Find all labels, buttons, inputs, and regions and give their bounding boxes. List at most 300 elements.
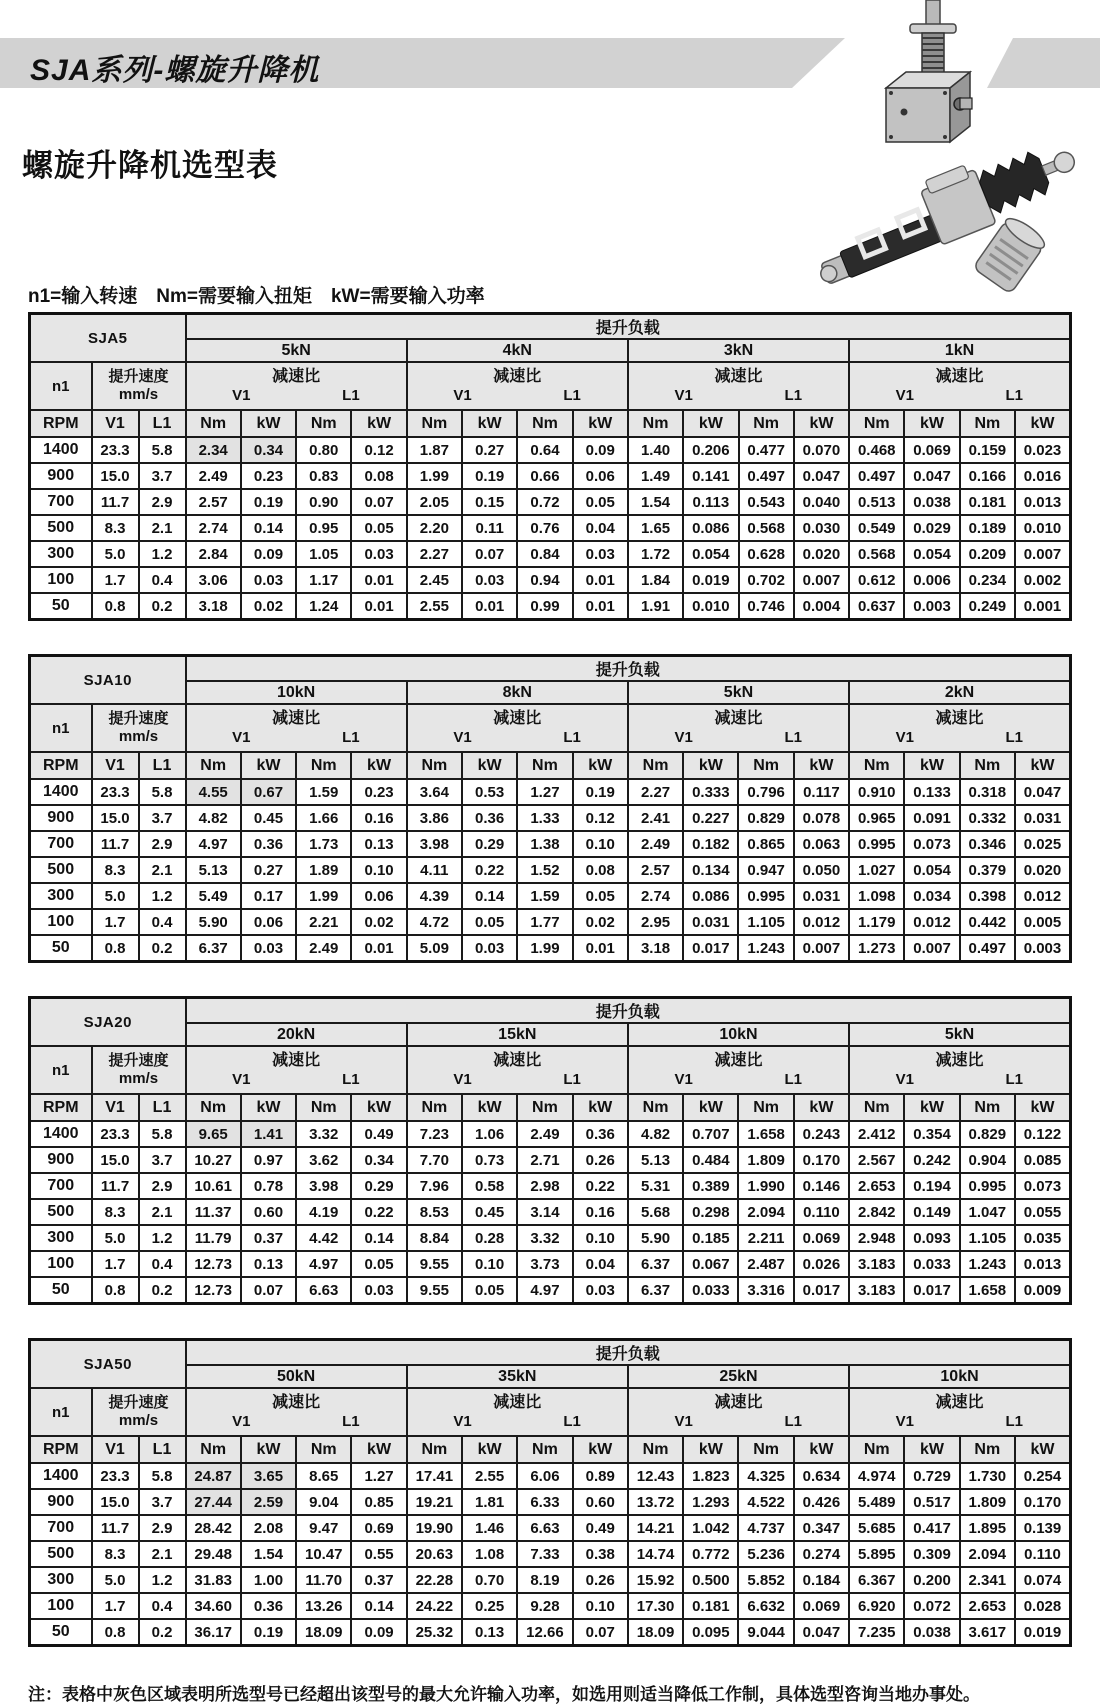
- lift-speed-label: 提升速度 mm/s: [92, 704, 186, 752]
- value-cell: 1.658: [960, 1277, 1015, 1304]
- value-cell: 0.04: [573, 515, 628, 541]
- nm-label: Nm: [186, 1094, 241, 1121]
- value-cell: 1.042: [683, 1515, 738, 1541]
- value-cell: 0.333: [683, 779, 738, 805]
- value-cell: 0.517: [904, 1489, 959, 1515]
- value-cell: 13.26: [296, 1593, 351, 1619]
- value-cell: 0.031: [794, 883, 849, 909]
- value-cell: 0.634: [794, 1463, 849, 1489]
- value-cell: 0.729: [904, 1463, 959, 1489]
- value-cell: 4.737: [738, 1515, 793, 1541]
- value-cell: 1.66: [296, 805, 351, 831]
- value-cell: 6.63: [517, 1515, 572, 1541]
- value-cell: 0.995: [849, 831, 904, 857]
- ratio-label: 减速比 V1 L1: [186, 704, 407, 752]
- value-cell: 0.200: [904, 1567, 959, 1593]
- value-cell: 0.038: [904, 489, 959, 515]
- value-cell: 0.08: [573, 857, 628, 883]
- v1-speed: 1.7: [92, 1251, 139, 1277]
- value-cell: 0.004: [794, 593, 849, 620]
- value-cell: 0.033: [904, 1251, 959, 1277]
- value-cell: 0.14: [241, 515, 296, 541]
- n1-label: n1: [30, 362, 92, 410]
- value-cell: 29.48: [186, 1541, 241, 1567]
- value-cell: 0.13: [351, 831, 406, 857]
- value-cell: 2.653: [960, 1593, 1015, 1619]
- value-cell: 5.31: [628, 1173, 683, 1199]
- nm-label: Nm: [296, 752, 351, 779]
- value-cell: 3.32: [296, 1121, 351, 1147]
- value-cell: 1.05: [296, 541, 351, 567]
- value-cell: 0.054: [904, 857, 959, 883]
- value-cell: 0.628: [739, 541, 794, 567]
- value-cell: 0.047: [794, 1619, 849, 1646]
- value-cell: 18.09: [296, 1619, 351, 1646]
- value-cell: 8.19: [517, 1567, 572, 1593]
- value-cell: 0.45: [241, 805, 296, 831]
- value-cell: 0.166: [960, 463, 1015, 489]
- value-cell: 2.08: [241, 1515, 296, 1541]
- load-header: 提升负载: [186, 656, 1071, 682]
- value-cell: 0.477: [739, 437, 794, 463]
- value-cell: 0.181: [960, 489, 1015, 515]
- nm-label: Nm: [849, 752, 904, 779]
- kw-label: kW: [1015, 752, 1071, 779]
- value-cell: 0.746: [739, 593, 794, 620]
- value-cell: 0.069: [794, 1593, 849, 1619]
- value-cell: 0.497: [960, 935, 1015, 962]
- kw-label: kW: [1015, 1094, 1071, 1121]
- units-legend: n1=输入转速 Nm=需要输入扭矩 kW=需要输入功率: [28, 286, 485, 307]
- value-cell: 0.038: [904, 1619, 959, 1646]
- l1-label: L1: [563, 387, 581, 404]
- value-cell: 1.098: [849, 883, 904, 909]
- l1-speed: 3.7: [139, 463, 186, 489]
- value-cell: 1.65: [628, 515, 683, 541]
- load-rating: 5kN: [186, 339, 407, 362]
- table-row: [30, 489, 1071, 515]
- value-cell: 4.97: [186, 831, 241, 857]
- nm-label: Nm: [186, 1436, 241, 1463]
- l1-speed: 2.9: [139, 1515, 186, 1541]
- l1-label: L1: [563, 729, 581, 746]
- value-cell: 0.007: [904, 935, 959, 962]
- value-cell: 0.27: [462, 437, 517, 463]
- value-cell: 0.073: [1015, 1173, 1071, 1199]
- value-cell: 6.37: [628, 1251, 683, 1277]
- value-cell: 9.47: [296, 1515, 351, 1541]
- value-cell: 11.70: [296, 1567, 351, 1593]
- value-cell: 1.24: [296, 593, 351, 620]
- v1-speed: 15.0: [92, 1489, 139, 1515]
- l1-speed: 2.1: [139, 857, 186, 883]
- v1-speed: 0.8: [92, 1277, 139, 1304]
- table-row: [30, 909, 1071, 935]
- value-cell: 0.274: [794, 1541, 849, 1567]
- value-cell: 4.82: [186, 805, 241, 831]
- value-cell: 0.09: [573, 437, 628, 463]
- l1-speed: 2.1: [139, 1199, 186, 1225]
- value-cell: 0.09: [351, 1619, 406, 1646]
- v1-speed: 11.7: [92, 831, 139, 857]
- value-cell: 9.55: [407, 1251, 462, 1277]
- selection-tables: [0, 312, 1100, 1705]
- kw-label: kW: [573, 1094, 628, 1121]
- value-cell: 2.57: [628, 857, 683, 883]
- nm-label: Nm: [186, 752, 241, 779]
- value-cell: 1.81: [462, 1489, 517, 1515]
- value-cell: 12.43: [628, 1463, 683, 1489]
- l1-speed: 0.4: [139, 1593, 186, 1619]
- value-cell: 2.21: [296, 909, 351, 935]
- value-cell: 0.829: [960, 1121, 1015, 1147]
- value-cell: 0.182: [683, 831, 738, 857]
- value-cell: 0.97: [241, 1147, 296, 1173]
- value-cell: 6.06: [517, 1463, 572, 1489]
- v1-label: V1: [895, 729, 914, 746]
- rpm-value: 100: [30, 1593, 92, 1619]
- table-row: [30, 779, 1071, 805]
- value-cell: 1.52: [517, 857, 572, 883]
- rpm-value: 300: [30, 1225, 92, 1251]
- value-cell: 4.82: [628, 1121, 683, 1147]
- value-cell: 0.13: [462, 1619, 517, 1646]
- value-cell: 0.159: [960, 437, 1015, 463]
- value-cell: 0.34: [241, 437, 296, 463]
- value-cell: 15.92: [628, 1567, 683, 1593]
- value-cell: 1.38: [517, 831, 572, 857]
- value-cell: 3.06: [186, 567, 241, 593]
- value-cell: 11.37: [186, 1199, 241, 1225]
- value-cell: 2.948: [849, 1225, 904, 1251]
- value-cell: 0.11: [462, 515, 517, 541]
- value-cell: 0.03: [241, 567, 296, 593]
- load-rating: 4kN: [407, 339, 628, 362]
- value-cell: 0.04: [573, 1251, 628, 1277]
- value-cell: 0.53: [462, 779, 517, 805]
- value-cell: 0.80: [296, 437, 351, 463]
- value-cell: 0.76: [517, 515, 572, 541]
- ratio-label: 减速比 V1 L1: [628, 1046, 849, 1094]
- value-cell: 2.20: [407, 515, 462, 541]
- table-row: [30, 1619, 1071, 1646]
- value-cell: 10.61: [186, 1173, 241, 1199]
- l1-speed: 0.4: [139, 567, 186, 593]
- v1-speed: 8.3: [92, 1199, 139, 1225]
- value-cell: 0.90: [296, 489, 351, 515]
- model-name: SJA5: [30, 314, 186, 363]
- selection-table-SJA20: [28, 996, 1072, 1305]
- ratio-label: 减速比 V1 L1: [849, 1046, 1070, 1094]
- value-cell: 0.468: [849, 437, 904, 463]
- value-cell: 0.06: [351, 883, 406, 909]
- value-cell: 0.426: [794, 1489, 849, 1515]
- value-cell: 0.07: [462, 541, 517, 567]
- value-cell: 0.03: [241, 935, 296, 962]
- l1-speed: 0.4: [139, 1251, 186, 1277]
- rpm-value: 900: [30, 805, 92, 831]
- value-cell: 0.047: [794, 463, 849, 489]
- value-cell: 4.974: [849, 1463, 904, 1489]
- ratio-label: 减速比 V1 L1: [849, 1388, 1070, 1436]
- rpm-value: 300: [30, 1567, 92, 1593]
- table-row: [30, 935, 1071, 962]
- value-cell: 1.105: [738, 909, 793, 935]
- table-row: [30, 463, 1071, 489]
- value-cell: 7.23: [407, 1121, 462, 1147]
- value-cell: 1.87: [407, 437, 462, 463]
- value-cell: 0.007: [1015, 541, 1071, 567]
- value-cell: 0.184: [794, 1567, 849, 1593]
- value-cell: 0.94: [517, 567, 572, 593]
- value-cell: 1.17: [296, 567, 351, 593]
- value-cell: 2.211: [738, 1225, 793, 1251]
- nm-label: Nm: [960, 1094, 1015, 1121]
- l1-speed: 0.4: [139, 909, 186, 935]
- nm-label: Nm: [960, 1436, 1015, 1463]
- value-cell: 0.36: [241, 831, 296, 857]
- rpm-value: 700: [30, 489, 92, 515]
- v1-speed: 15.0: [92, 1147, 139, 1173]
- rpm-value: 100: [30, 567, 92, 593]
- ratio-label: 减速比 V1 L1: [407, 1388, 628, 1436]
- load-rating: 5kN: [628, 681, 849, 704]
- lift-speed-label: 提升速度 mm/s: [92, 362, 186, 410]
- value-cell: 0.031: [1015, 805, 1071, 831]
- table-row: [30, 567, 1071, 593]
- value-cell: 1.77: [517, 909, 572, 935]
- ratio-label: 减速比 V1 L1: [849, 362, 1070, 410]
- value-cell: 1.027: [849, 857, 904, 883]
- table-row: [30, 515, 1071, 541]
- value-cell: 0.03: [573, 541, 628, 567]
- value-cell: 0.170: [1015, 1489, 1071, 1515]
- value-cell: 0.23: [241, 463, 296, 489]
- v1-speed: 8.3: [92, 1541, 139, 1567]
- nm-label: Nm: [296, 1094, 351, 1121]
- nm-label: Nm: [849, 1094, 904, 1121]
- value-cell: 0.05: [573, 883, 628, 909]
- value-cell: 0.031: [683, 909, 738, 935]
- ratio-label: 减速比 V1 L1: [628, 1388, 849, 1436]
- value-cell: 4.325: [738, 1463, 793, 1489]
- value-cell: 4.72: [407, 909, 462, 935]
- value-cell: 19.21: [407, 1489, 462, 1515]
- value-cell: 3.73: [517, 1251, 572, 1277]
- value-cell: 0.22: [573, 1173, 628, 1199]
- value-cell: 0.10: [462, 1251, 517, 1277]
- value-cell: 0.005: [1015, 909, 1071, 935]
- value-cell: 0.025: [1015, 831, 1071, 857]
- value-cell: 1.40: [628, 437, 683, 463]
- value-cell: 1.293: [683, 1489, 738, 1515]
- value-cell: 0.37: [351, 1567, 406, 1593]
- l1-speed: 5.8: [139, 437, 186, 463]
- l1-speed: 2.9: [139, 831, 186, 857]
- value-cell: 0.84: [517, 541, 572, 567]
- value-cell: 0.254: [1015, 1463, 1071, 1489]
- value-cell: 0.05: [351, 1251, 406, 1277]
- ratio-label: 减速比 V1 L1: [407, 362, 628, 410]
- nm-label: Nm: [517, 1436, 572, 1463]
- value-cell: 0.22: [462, 857, 517, 883]
- value-cell: 2.341: [960, 1567, 1015, 1593]
- value-cell: 0.06: [241, 909, 296, 935]
- value-cell: 0.209: [960, 541, 1015, 567]
- l1-speed: 5.8: [139, 1463, 186, 1489]
- value-cell: 0.346: [960, 831, 1015, 857]
- value-cell: 1.99: [407, 463, 462, 489]
- footnote: 注：表格中灰色区域表明所选型号已经超出该型号的最大允许输入功率，如选用则适当降低工作制，具体选型咨询当地办事处。: [28, 1685, 980, 1704]
- value-cell: 0.60: [573, 1489, 628, 1515]
- value-cell: 28.42: [186, 1515, 241, 1541]
- selection-table-SJA50: [28, 1338, 1072, 1647]
- value-cell: 14.21: [628, 1515, 683, 1541]
- l1-speed: 3.7: [139, 1147, 186, 1173]
- value-cell: 5.489: [849, 1489, 904, 1515]
- value-cell: 0.007: [794, 935, 849, 962]
- value-cell: 1.73: [296, 831, 351, 857]
- value-cell: 0.070: [794, 437, 849, 463]
- value-cell: 1.809: [960, 1489, 1015, 1515]
- value-cell: 0.019: [683, 567, 738, 593]
- value-cell: 3.316: [738, 1277, 793, 1304]
- value-cell: 0.398: [960, 883, 1015, 909]
- nm-label: Nm: [407, 752, 462, 779]
- v1-label: V1: [232, 387, 251, 404]
- value-cell: 0.003: [1015, 935, 1071, 962]
- v1-speed: 1.7: [92, 1593, 139, 1619]
- value-cell: 0.417: [904, 1515, 959, 1541]
- value-cell: 0.146: [794, 1173, 849, 1199]
- value-cell: 0.612: [849, 567, 904, 593]
- table-row: [30, 1277, 1071, 1304]
- value-cell: 0.16: [351, 805, 406, 831]
- value-cell: 0.012: [794, 909, 849, 935]
- value-cell: 1.99: [517, 935, 572, 962]
- rpm-label: RPM: [30, 752, 92, 779]
- value-cell: 0.07: [351, 489, 406, 515]
- value-cell: 2.094: [738, 1199, 793, 1225]
- value-cell: 0.113: [683, 489, 738, 515]
- v1-label: V1: [453, 729, 472, 746]
- value-cell: 0.298: [683, 1199, 738, 1225]
- value-cell: 0.091: [904, 805, 959, 831]
- selection-table-SJA5: [28, 312, 1072, 621]
- v1-label: V1: [895, 1071, 914, 1088]
- load-rating: 10kN: [849, 1365, 1070, 1388]
- value-cell: 2.842: [849, 1199, 904, 1225]
- value-cell: 8.65: [296, 1463, 351, 1489]
- rpm-label: RPM: [30, 1094, 92, 1121]
- value-cell: 0.08: [351, 463, 406, 489]
- value-cell: 3.18: [628, 935, 683, 962]
- value-cell: 0.047: [904, 463, 959, 489]
- value-cell: 0.206: [683, 437, 738, 463]
- load-rating: 10kN: [628, 1023, 849, 1046]
- v1-speed: 0.8: [92, 593, 139, 620]
- value-cell: 0.03: [351, 541, 406, 567]
- value-cell: 0.012: [904, 909, 959, 935]
- value-cell: 0.149: [904, 1199, 959, 1225]
- value-cell: 0.03: [462, 567, 517, 593]
- value-cell: 2.55: [407, 593, 462, 620]
- rpm-value: 500: [30, 1541, 92, 1567]
- value-cell: 3.18: [186, 593, 241, 620]
- value-cell: 5.236: [738, 1541, 793, 1567]
- value-cell: 0.15: [462, 489, 517, 515]
- v1-label: V1: [674, 1413, 693, 1430]
- value-cell: 0.354: [904, 1121, 959, 1147]
- v1-label: V1: [895, 1413, 914, 1430]
- value-cell: 6.920: [849, 1593, 904, 1619]
- value-cell: 0.072: [904, 1593, 959, 1619]
- value-cell: 0.995: [960, 1173, 1015, 1199]
- value-cell: 12.66: [517, 1619, 572, 1646]
- value-cell: 0.309: [904, 1541, 959, 1567]
- value-cell: 0.36: [241, 1593, 296, 1619]
- value-cell: 0.36: [462, 805, 517, 831]
- value-cell: 0.03: [462, 935, 517, 962]
- value-cell: 0.05: [462, 1277, 517, 1304]
- v1-speed: 23.3: [92, 779, 139, 805]
- value-cell: 0.006: [904, 567, 959, 593]
- value-cell: 3.98: [407, 831, 462, 857]
- l1-speed: 0.2: [139, 593, 186, 620]
- l1-label: L1: [784, 729, 803, 746]
- rpm-value: 700: [30, 1173, 92, 1199]
- v1-label: V1: [674, 387, 693, 404]
- value-cell: 0.14: [351, 1593, 406, 1619]
- table-row: [30, 593, 1071, 620]
- value-cell: 1.41: [241, 1121, 296, 1147]
- value-cell: 0.020: [794, 541, 849, 567]
- l1-speed: 1.2: [139, 541, 186, 567]
- value-cell: 3.62: [296, 1147, 351, 1173]
- value-cell: 0.047: [1015, 779, 1071, 805]
- value-cell: 0.29: [351, 1173, 406, 1199]
- value-cell: 31.83: [186, 1567, 241, 1593]
- table-row: [30, 805, 1071, 831]
- value-cell: 4.39: [407, 883, 462, 909]
- v1-speed: 15.0: [92, 463, 139, 489]
- table-row: [30, 1121, 1071, 1147]
- nm-label: Nm: [628, 410, 683, 437]
- value-cell: 0.01: [351, 567, 406, 593]
- value-cell: 5.895: [849, 1541, 904, 1567]
- value-cell: 0.078: [794, 805, 849, 831]
- value-cell: 0.01: [573, 593, 628, 620]
- value-cell: 0.72: [517, 489, 572, 515]
- kw-label: kW: [904, 752, 959, 779]
- value-cell: 2.49: [517, 1121, 572, 1147]
- value-cell: 3.617: [960, 1619, 1015, 1646]
- value-cell: 0.865: [738, 831, 793, 857]
- v1-speed: 5.0: [92, 541, 139, 567]
- value-cell: 0.01: [462, 593, 517, 620]
- value-cell: 2.98: [517, 1173, 572, 1199]
- value-cell: 0.063: [794, 831, 849, 857]
- value-cell: 1.59: [517, 883, 572, 909]
- v1-speed: 5.0: [92, 883, 139, 909]
- value-cell: 10.47: [296, 1541, 351, 1567]
- value-cell: 0.38: [573, 1541, 628, 1567]
- nm-label: Nm: [849, 1436, 904, 1463]
- value-cell: 0.012: [1015, 883, 1071, 909]
- l1-label: L1: [784, 1413, 803, 1430]
- kw-label: kW: [462, 752, 517, 779]
- value-cell: 2.55: [462, 1463, 517, 1489]
